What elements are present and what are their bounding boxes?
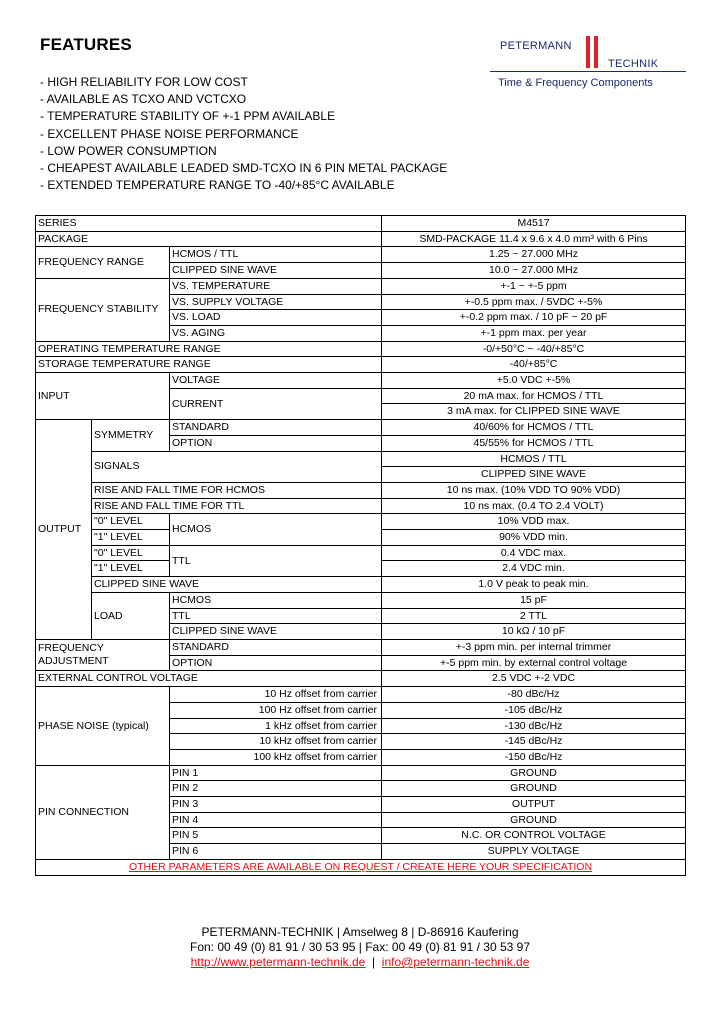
logo-word-petermann: PETERMANN: [500, 40, 572, 52]
spec-sublabel: LOAD: [92, 592, 170, 639]
feature-list: [40, 74, 447, 194]
spec-sublabel: PIN 5: [170, 828, 382, 844]
spec-sublabel: SIGNALS: [92, 451, 382, 482]
spec-sublabel: CLIPPED SINE WAVE: [170, 624, 382, 640]
footer-separator: |: [365, 955, 382, 969]
table-row: [36, 592, 686, 608]
spec-sublabel: TTL: [170, 608, 382, 624]
logo-word-technik: TECHNIK: [608, 58, 659, 70]
table-row: [36, 859, 686, 875]
spec-sublabel: OPTION: [170, 655, 382, 671]
spec-label: OUTPUT: [36, 420, 92, 640]
spec-value: +5.0 VDC +-5%: [382, 373, 686, 389]
spec-value: +-1 ppm max. per year: [382, 325, 686, 341]
footer-address: PETERMANN-TECHNIK | Amselweg 8 | D-86916 Kaufering: [201, 925, 519, 939]
spec-sublabel: CLIPPED SINE WAVE: [92, 577, 382, 593]
table-row: [36, 545, 686, 561]
spec-sublabel: RISE AND FALL TIME FOR TTL: [92, 498, 382, 514]
spec-sublabel: STANDARD: [170, 639, 382, 655]
spec-sublabel: "1" LEVEL: [92, 530, 170, 546]
spec-label: EXTERNAL CONTROL VOLTAGE: [36, 671, 382, 687]
spec-sublabel: TTL: [170, 545, 382, 576]
table-row: [36, 278, 686, 294]
spec-sublabel: 10 kHz offset from carrier: [170, 734, 382, 750]
spec-value: 2.4 VDC min.: [382, 561, 686, 577]
spec-sublabel: RISE AND FALL TIME FOR HCMOS: [92, 482, 382, 498]
spec-sublabel: PIN 4: [170, 812, 382, 828]
spec-value: OUTPUT: [382, 797, 686, 813]
spec-sublabel: CURRENT: [170, 388, 382, 419]
feature-item: - EXTENDED TEMPERATURE RANGE TO -40/+85°C AVAILABLE: [40, 178, 395, 193]
feature-item: - AVAILABLE AS TCXO AND VCTCXO: [40, 92, 247, 107]
spec-value: 1.25 ~ 27.000 MHz: [382, 247, 686, 263]
spec-table: [35, 215, 686, 876]
spec-sublabel: OPTION: [170, 435, 382, 451]
spec-value: SMD-PACKAGE 11.4 x 9.6 x 4.0 mm³ with 6 Pins: [382, 231, 686, 247]
spec-value: 40/60% for HCMOS / TTL: [382, 420, 686, 436]
spec-sublabel: HCMOS: [170, 514, 382, 545]
spec-value: +-5 ppm min. by external control voltage: [382, 655, 686, 671]
email-link[interactable]: info@petermann-technik.de: [381, 955, 530, 969]
spec-sublabel: VS. SUPPLY VOLTAGE: [170, 294, 382, 310]
spec-sublabel: 10 Hz offset from carrier: [170, 687, 382, 703]
logo-tagline: Time & Frequency Components: [498, 77, 653, 89]
spec-value: 0.4 VDC max.: [382, 545, 686, 561]
table-row: [36, 577, 686, 593]
spec-value: HCMOS / TTL: [382, 451, 686, 467]
logo-rule: [490, 71, 686, 72]
spec-label: SERIES: [36, 216, 382, 232]
spec-value: 1.0 V peak to peak min.: [382, 577, 686, 593]
spec-value: CLIPPED SINE WAVE: [382, 467, 686, 483]
spec-value: -105 dBc/Hz: [382, 702, 686, 718]
spec-value: -80 dBc/Hz: [382, 687, 686, 703]
spec-sublabel: STANDARD: [170, 420, 382, 436]
spec-value: -145 dBc/Hz: [382, 734, 686, 750]
spec-value: 10% VDD max.: [382, 514, 686, 530]
spec-value: -130 dBc/Hz: [382, 718, 686, 734]
spec-label: OPERATING TEMPERATURE RANGE: [36, 341, 382, 357]
table-row: [36, 373, 686, 389]
spec-sublabel: PIN 1: [170, 765, 382, 781]
feature-item: - LOW POWER CONSUMPTION: [40, 143, 217, 158]
spec-value: +-3 ppm min. per internal trimmer: [382, 639, 686, 655]
table-row: [36, 420, 686, 436]
feature-item: - HIGH RELIABILITY FOR LOW COST: [40, 75, 248, 89]
spec-value: 20 mA max. for HCMOS / TTL: [382, 388, 686, 404]
table-row: [36, 482, 686, 498]
feature-item: - CHEAPEST AVAILABLE LEADED SMD-TCXO IN 6 PIN METAL PACKAGE: [40, 160, 448, 175]
spec-value: +-1 ~ +-5 ppm: [382, 278, 686, 294]
spec-value: GROUND: [382, 812, 686, 828]
spec-value: -40/+85°C: [382, 357, 686, 373]
spec-value: 45/55% for HCMOS / TTL: [382, 435, 686, 451]
website-link[interactable]: http://www.petermann-technik.de: [190, 955, 366, 969]
spec-sublabel: 1 kHz offset from carrier: [170, 718, 382, 734]
spec-label: FREQUENCY RANGE: [36, 247, 170, 278]
footer-links: [0, 955, 720, 969]
spec-value: GROUND: [382, 781, 686, 797]
spec-value: -0/+50°C ~ -40/+85°C: [382, 341, 686, 357]
spec-value: GROUND: [382, 765, 686, 781]
spec-sublabel: VOLTAGE: [170, 373, 382, 389]
table-row: [36, 514, 686, 530]
spec-value: 15 pF: [382, 592, 686, 608]
spec-sublabel: "0" LEVEL: [92, 514, 170, 530]
table-row: [36, 216, 686, 232]
spec-sublabel: VS. LOAD: [170, 310, 382, 326]
spec-value: SUPPLY VOLTAGE: [382, 844, 686, 860]
spec-value: 2 TTL: [382, 608, 686, 624]
table-row: [36, 247, 686, 263]
specification-request-link[interactable]: OTHER PARAMETERS ARE AVAILABLE ON REQUEST / CREATE HERE YOUR SPECIFICATION: [36, 859, 686, 875]
logo-bar-right: [594, 36, 598, 68]
spec-sublabel: "1" LEVEL: [92, 561, 170, 577]
table-row: [36, 765, 686, 781]
spec-sublabel: VS. AGING: [170, 325, 382, 341]
spec-value: 2.5 VDC +-2 VDC: [382, 671, 686, 687]
spec-value: 10 kΩ / 10 pF: [382, 624, 686, 640]
spec-sublabel: VS. TEMPERATURE: [170, 278, 382, 294]
spec-label: FREQUENCY ADJUSTMENT: [36, 639, 170, 670]
spec-label: STORAGE TEMPERATURE RANGE: [36, 357, 382, 373]
company-logo: [490, 36, 686, 94]
spec-label: INPUT: [36, 373, 170, 420]
table-row: [36, 498, 686, 514]
spec-label: PHASE NOISE (typical): [36, 687, 170, 766]
page-title: FEATURES: [40, 35, 132, 54]
spec-value: M4517: [382, 216, 686, 232]
table-row: [36, 671, 686, 687]
spec-sublabel: PIN 6: [170, 844, 382, 860]
spec-value: +-0.5 ppm max. / 5VDC +-5%: [382, 294, 686, 310]
spec-value: +-0.2 ppm max. / 10 pF ~ 20 pF: [382, 310, 686, 326]
spec-label: FREQUENCY STABILITY: [36, 278, 170, 341]
spec-sublabel: CLIPPED SINE WAVE: [170, 263, 382, 279]
spec-value: 10 ns max. (10% VDD TO 90% VDD): [382, 482, 686, 498]
spec-value: 10 ns max. (0.4 TO 2.4 VOLT): [382, 498, 686, 514]
spec-sublabel: HCMOS / TTL: [170, 247, 382, 263]
feature-item: - EXCELLENT PHASE NOISE PERFORMANCE: [40, 126, 299, 141]
table-row: [36, 341, 686, 357]
feature-item: - TEMPERATURE STABILITY OF +-1 PPM AVAILABLE: [40, 109, 336, 124]
spec-value: 90% VDD min.: [382, 530, 686, 546]
table-row: [36, 357, 686, 373]
table-row: [36, 639, 686, 655]
table-row: [36, 687, 686, 703]
spec-sublabel: 100 kHz offset from carrier: [170, 749, 382, 765]
footer-phone: Fon: 00 49 (0) 81 91 / 30 53 95 | Fax: 00 49 (0) 81 91 / 30 53 97: [189, 940, 530, 954]
spec-sublabel: HCMOS: [170, 592, 382, 608]
spec-value: N.C. OR CONTROL VOLTAGE: [382, 828, 686, 844]
spec-value: -150 dBc/Hz: [382, 749, 686, 765]
spec-value: 3 mA max. for CLIPPED SINE WAVE: [382, 404, 686, 420]
spec-label: PACKAGE: [36, 231, 382, 247]
logo-bar-left: [586, 36, 590, 68]
spec-label: PIN CONNECTION: [36, 765, 170, 859]
table-row: [36, 451, 686, 467]
spec-sublabel: SYMMETRY: [92, 420, 170, 451]
spec-sublabel: PIN 2: [170, 781, 382, 797]
spec-value: 10.0 ~ 27.000 MHz: [382, 263, 686, 279]
spec-sublabel: 100 Hz offset from carrier: [170, 702, 382, 718]
spec-sublabel: PIN 3: [170, 797, 382, 813]
spec-sublabel: "0" LEVEL: [92, 545, 170, 561]
table-row: [36, 231, 686, 247]
